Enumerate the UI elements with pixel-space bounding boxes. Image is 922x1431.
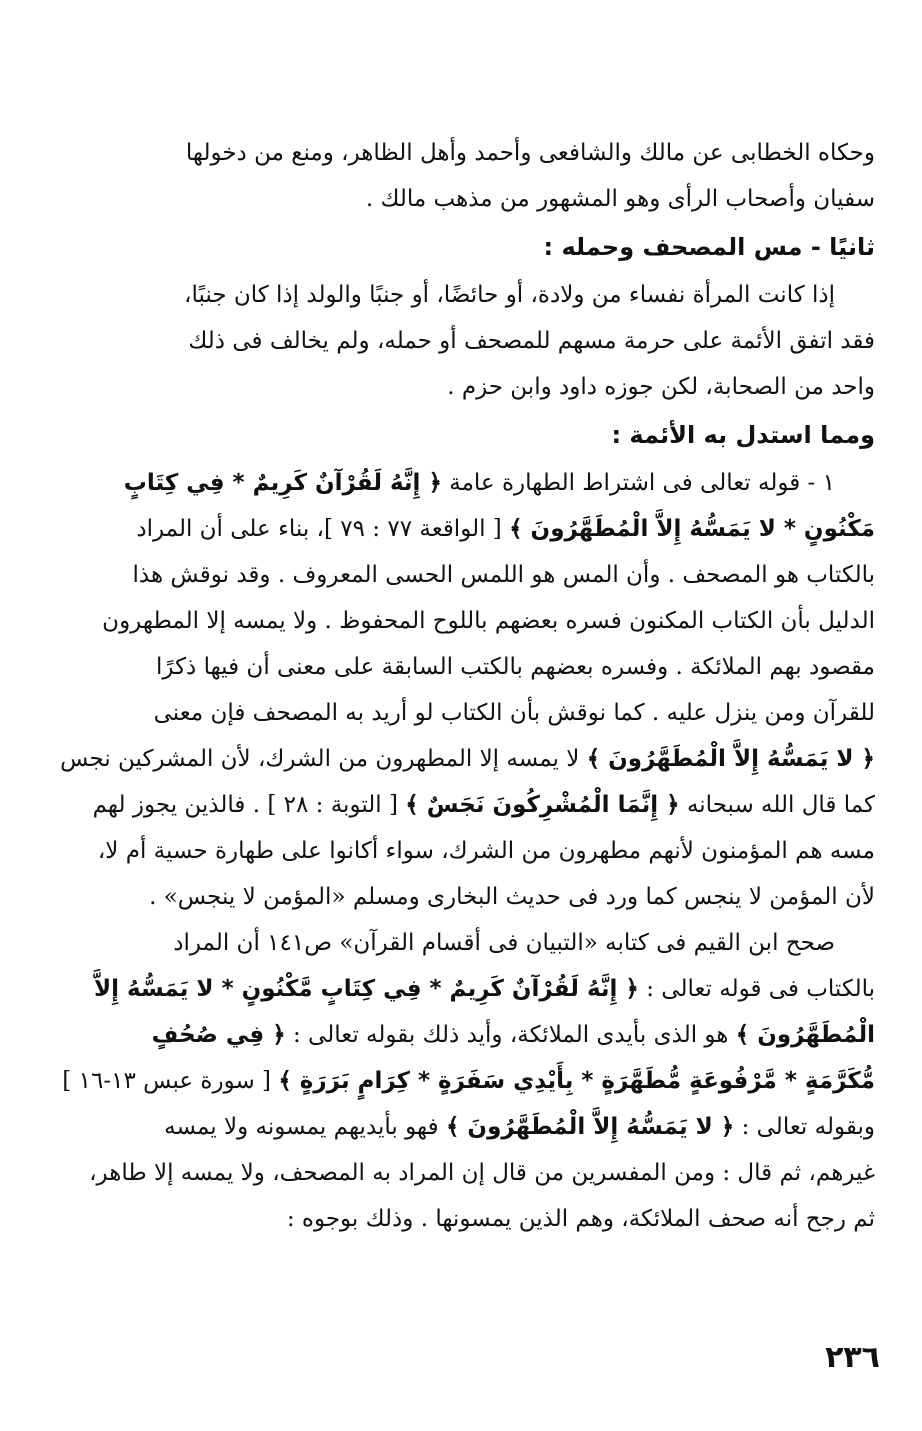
quran-verse: مُّكَرَّمَةٍ * مَّرْفُوعَةٍ مُّطَهَّرَةٍ * بِأَيْدِي سَفَرَةٍ * كِرَامٍ بَرَرَةٍ ﴾	[278, 1068, 875, 1094]
text-line	[40, 506, 875, 552]
text-line	[40, 874, 875, 920]
text-segment: مقصود بهم الملائكة . وفسره بعضهم بالكتب السابقة على معنى أن فيها ذكرًا	[155, 654, 875, 680]
text-line	[40, 690, 875, 736]
text-segment: وبقوله تعالى :	[734, 1114, 875, 1140]
text-line	[40, 1012, 875, 1058]
evidence-item-one	[40, 460, 875, 920]
quran-verse: ﴿ إِنَّهُ لَقُرْآنٌ كَرِيمٌ * فِي كِتَابٍ مَّكْنُونٍ * لا يَمَسُّهُ إِلاَّ	[94, 976, 639, 1002]
text-line: وحكاه الخطابى عن مالك والشافعى وأحمد وأهل الظاهر، ومنع من دخولها	[185, 140, 875, 166]
text-line	[40, 460, 875, 506]
text-line	[40, 598, 875, 644]
text-segment: غيرهم، ثم قال : ومن المفسرين من قال إن المراد به المصحف، ولا يمسه إلا طاهر،	[89, 1160, 875, 1186]
text-line	[40, 1150, 875, 1196]
text-line	[40, 920, 875, 966]
text-segment: صحح ابن القيم فى كتابه «التبيان فى أقسام القرآن» ص١٤١ أن المراد	[173, 930, 835, 956]
quran-verse: ﴿ إِنَّمَا الْمُشْرِكُونَ نَجَسٌ ﴾	[405, 792, 680, 818]
text-segment: ١ - قوله تعالى فى اشتراط الطهارة عامة	[441, 470, 835, 496]
text-line: واحد من الصحابة، لكن جوزه داود وابن حزم .	[447, 374, 875, 400]
text-line	[40, 1058, 875, 1104]
text-line	[40, 644, 875, 690]
paragraph-intro	[40, 130, 875, 222]
text-segment: بالكتاب هو المصحف . وأن المس هو اللمس الحسى المعروف . وقد نوقش هذا	[132, 562, 875, 588]
text-line: فقد اتفق الأئمة على حرمة مسهم للمصحف أو حمله، ولم يخالف فى ذلك	[188, 328, 875, 354]
text-segment: لا يمسه إلا المطهرون من الشرك، لأن المشركين نجس	[60, 746, 587, 772]
text-line	[40, 736, 875, 782]
page-number: ٢٣٦	[825, 1340, 880, 1375]
text-line	[40, 552, 875, 598]
text-segment: الدليل بأن الكتاب المكنون فسره بعضهم باللوح المحفوظ . ولا يمسه إلا المطهرون	[102, 608, 875, 634]
paragraph-mass-mushaf	[40, 272, 875, 410]
text-segment: للقرآن ومن ينزل عليه . كما نوقش بأن الكتاب لو أريد به المصحف فإن معنى	[153, 700, 875, 726]
text-line	[40, 1104, 875, 1150]
text-segment: [ التوبة : ٢٨ ] . فالذين يجوز لهم	[92, 792, 406, 818]
quran-verse: ﴿ فِي صُحُفٍ	[151, 1022, 286, 1048]
text-segment: كما قال الله سبحانه	[679, 792, 875, 818]
text-segment: مسه هم المؤمنون لأنهم مطهرون من الشرك، سواء أكانوا على طهارة حسية أم لا،	[97, 838, 875, 864]
text-segment: فهو بأيديهم يمسونه ولا يمسه	[164, 1114, 446, 1140]
text-line: إذا كانت المرأة نفساء من ولادة، أو حائضًا، أو جنبًا والولد إذا كان جنبًا،	[184, 282, 835, 308]
paragraph-ibn-qayyim	[40, 920, 875, 1242]
text-segment: ثم رجح أنه صحف الملائكة، وهم الذين يمسونها . وذلك بوجوه :	[286, 1206, 875, 1232]
text-line	[40, 1196, 875, 1242]
quran-verse: ﴿ لا يَمَسُّهُ إِلاَّ الْمُطَهَّرُونَ ﴾	[586, 746, 875, 772]
text-line	[40, 828, 875, 874]
text-segment: هو الذى بأيدى الملائكة، وأيد ذلك بقوله تعالى :	[285, 1022, 736, 1048]
text-line: سفيان وأصحاب الرأى وهو المشهور من مذهب مالك .	[365, 186, 875, 212]
quran-verse: مَكْنُونٍ * لا يَمَسُّهُ إِلاَّ الْمُطَهَّرُونَ ﴾	[509, 516, 875, 542]
section-heading-two: ثانيًا - مس المصحف وحمله :	[543, 233, 875, 261]
quran-verse: ﴿ لا يَمَسُّهُ إِلاَّ الْمُطَهَّرُونَ ﴾	[445, 1114, 735, 1140]
text-segment: لأن المؤمن لا ينجس كما ورد فى حديث البخارى ومسلم «المؤمن لا ينجس» .	[149, 884, 875, 910]
text-line	[40, 782, 875, 828]
quran-verse: الْمُطَهَّرُونَ ﴾	[735, 1022, 875, 1048]
page-body	[40, 130, 875, 1242]
section-heading-evidence: ومما استدل به الأئمة :	[611, 421, 875, 449]
quran-verse: ﴿ إِنَّهُ لَقُرْآنٌ كَرِيمٌ * فِي كِتَابٍ	[123, 470, 442, 496]
text-segment: بالكتاب فى قوله تعالى :	[638, 976, 875, 1002]
text-segment: [ سورة عبس ١٣-١٦ ]	[62, 1068, 279, 1094]
text-line	[40, 966, 875, 1012]
text-segment: [ الواقعة ٧٧ : ٧٩ ]، بناء على أن المراد	[136, 516, 510, 542]
